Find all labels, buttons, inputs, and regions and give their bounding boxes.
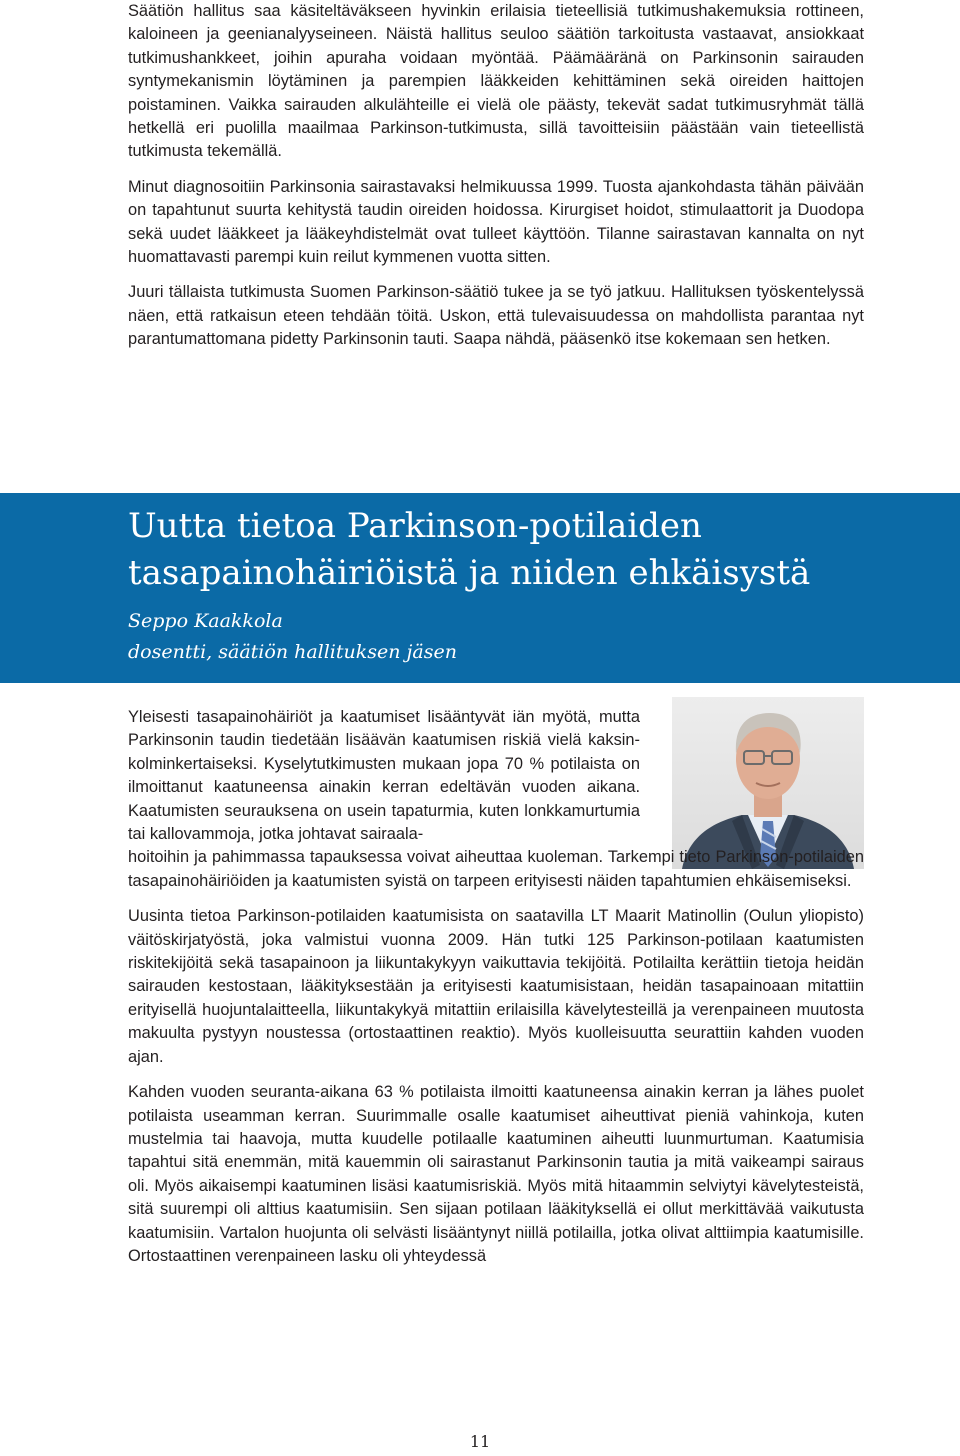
article-title-line: Uutta tietoa Parkinson-potilaiden bbox=[128, 506, 702, 546]
author-name: Seppo Kaakkola bbox=[128, 610, 283, 632]
intro-text-block bbox=[128, 0, 864, 352]
article-intro-wrapped: Yleisesti tasapainohäiriöt ja kaatumiset lisääntyvät iän myötä, mutta Parkinsonin taudin tiedetään lisäävän kaatumisen riskiä vielä kaksin-kolminkertaiseksi. Kyselytutkimusten mukaan jopa 70 % potilaista on ilmoittanut kaatuneensa ainakin kerran edeltävän vuoden aikana. Kaatumisten seurauksena on usein tapaturmia, kuten lonkkamurtumia tai kallovammoja, jotka johtavat sairaala- bbox=[128, 708, 640, 844]
body-paragraph: Säätiön hallitus saa käsiteltäväkseen hyvinkin erilaisia tieteellisiä tutkimushakemuksia rottineen, kaloineen ja geenianalyyseineen. Näistä hallitus seuloo säätiön tarkoitusta vastaavat, ansiokkaat tutkimushankkeet, joihin apuraha voidaan myöntää. Päämääränä on Parkinsonin sairauden syntymekanismin löytäminen ja parempien lääkkeiden kehittäminen sekä oireiden haittojen poistaminen. Vaikka sairauden alkulähteille ei vielä ole päästy, tekevät sadat tutkimusryhmät tällä hetkellä eri puolilla maailmaa Parkinson-tutkimusta, sillä tavoitteisiin päästään vain tieteellistä tutkimusta tekemällä. bbox=[128, 2, 864, 161]
article-title-line: tasapainohäiriöistä ja niiden ehkäisystä bbox=[128, 553, 811, 593]
body-paragraph: Minut diagnosoitiin Parkinsonia sairastavaksi helmikuussa 1999. Tuosta ajankohdasta tähän päivään on tapahtunut suurta kehitystä taudin oireiden hoidossa. Kirurgiset hoidot, stimulaattorit ja Duodopa sekä uudet lääkkeet ja lääkeyhdistelmät ovat tulleet käyttöön. Tilanne sairastavan kannalta on nyt huomattavasti parempi kuin reilut kymmenen vuotta sitten. bbox=[128, 177, 864, 267]
author-byline bbox=[128, 606, 457, 668]
body-paragraph: Juuri tällaista tutkimusta Suomen Parkinson-säätiö tukee ja se työ jatkuu. Hallituksen työskentelyssä näen, että ratkaisun eteen tehdään töitä. Uskon, että tulevaisuudessa on mahdollista parantaa nyt parantumattomana pidetty Parkinsonin tauti. Saapa nähdä, pääsenkö itse kokemaan sen hetken. bbox=[128, 283, 864, 349]
body-paragraph: Uusinta tietoa Parkinson-potilaiden kaatumisista on saatavilla LT Maarit Matinollin (Oulun yliopisto) väitöskirjatyöstä, joka valmistui vuonna 2009. Hän tutki 125 Parkinson-potilaan kaatumisten riskitekijöitä sekä tasapainoon ja liikuntakykyyn vaikuttavia tekijöitä. Potilailta kerättiin tietoja heidän sairauden kestostaan, lääkityksestään ja erityisesti kaatumisistaan, heidän tasapainoaan mitattiin erityisellä huojuntalaitteella, liikuntakykyä mitattiin erilaisilla kävelytesteillä ja verenpaineen muutosta makuulta pystyyn noustessa (ortostaattinen reaktio). Myös kuolleisuutta seurattiin kahden vuoden ajan. bbox=[128, 907, 864, 1066]
article-intro-continued: hoitoihin ja pahimmassa tapauksessa voivat aiheuttaa kuoleman. Tarkempi tieto Parkinson-potilaiden tasapainohäiriöiden ja kaatumisten syistä on tarpeen erityisesti näiden tapahtumien ehkäisemiseksi. bbox=[128, 848, 864, 890]
body-paragraph: Kahden vuoden seuranta-aikana 63 % potilaista ilmoitti kaatuneensa ainakin kerran ja lähes puolet potilaista useamman kerran. Suurimmalle osalle kaatumiset aiheuttivat pieniä vahinkoja, kuten mustelmia tai haavoja, mutta kuudelle potilaalle kaatuminen aiheutti luunmurtuman. Kaatumisia tapahtui sitä enemmän, mitä kauemmin oli sairastanut Parkinsonin tautia ja mitä vaikeampi sairaus oli. Myös aikaisempi kaatuminen lisäsi kaatumisriskiä. Myös mitä hitaammin selviytyi kävelytesteistä, sitä suurempi oli alttius kaatumisiin. Sen sijaan potilaan lääkityksellä ei ollut merkittävää vaikutusta kaatumisiin. Vartalon huojunta oli selvästi lisääntynyt niillä potilailla, jotka olivat alttiimpia kaatumisille. Ortostaattinen verenpaineen lasku oli yhteydessä bbox=[128, 1083, 864, 1265]
article-title bbox=[128, 503, 928, 597]
author-role: dosentti, säätiön hallituksen jäsen bbox=[128, 641, 457, 663]
page-number: 11 bbox=[469, 1432, 491, 1451]
article-body bbox=[128, 706, 864, 1268]
article-header-banner bbox=[0, 493, 960, 683]
